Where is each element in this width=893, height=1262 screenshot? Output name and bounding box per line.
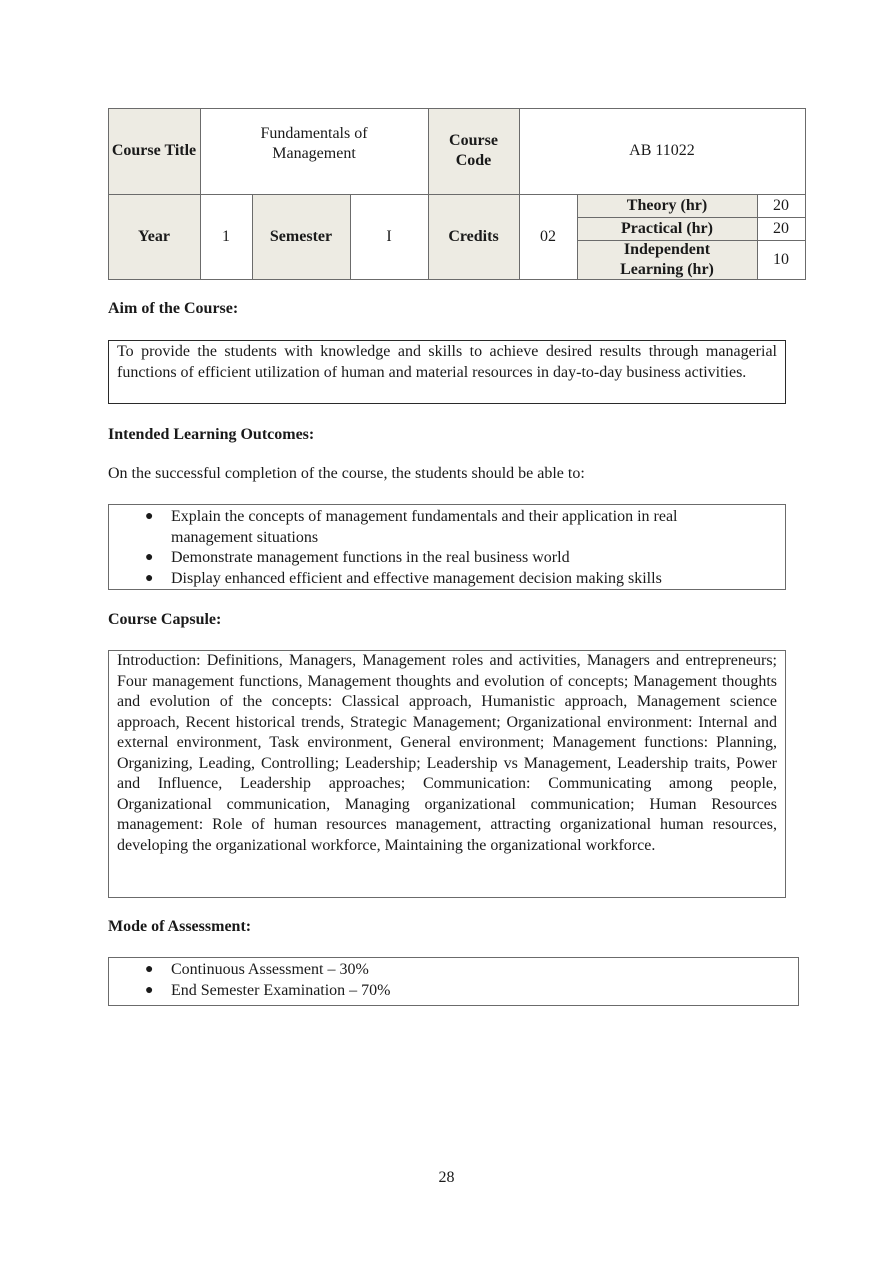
theory-hours-value: 20 <box>773 197 789 214</box>
table-border-top <box>108 108 806 109</box>
independent-hours-label-text: Independent Learning (hr) <box>620 240 714 278</box>
credits-label: Credits <box>448 227 499 245</box>
outcomes-list <box>109 507 755 589</box>
table-border-bottom <box>108 279 806 280</box>
col-divider <box>519 108 520 280</box>
col-divider <box>200 108 201 280</box>
outcomes-intro: On the successful completion of the course, the students should be able to: <box>108 465 585 482</box>
credits-value: 02 <box>540 227 556 245</box>
aim-text: To provide the students with knowledge and skills to achieve desired results through managerial functions of efficient utilization of human and material resources in day-to-day business activities. <box>117 343 777 381</box>
capsule-box <box>108 650 786 898</box>
practical-hours-label: Practical (hr) <box>621 220 713 237</box>
year-value: 1 <box>222 227 230 245</box>
bullet-icon: ● <box>145 962 154 977</box>
col-divider <box>428 108 429 280</box>
outcomes-box <box>108 504 786 590</box>
hours-divider-1 <box>577 217 806 218</box>
capsule-heading: Course Capsule: <box>108 611 222 628</box>
year-label: Year <box>138 227 170 245</box>
assessment-text: End Semester Examination – 70% <box>171 981 391 999</box>
semester-label: Semester <box>269 227 333 245</box>
course-title-value <box>200 108 428 194</box>
capsule-text: Introduction: Definitions, Managers, Management roles and activities, Managers and entrepreneurs; Four management functions, Management thoughts and evolution of concepts; Management thoughts and evolution of the concepts: Classical approach, Humanistic approach, Management science approach, Recent historical trends, Strategic Management; Organizational environment: Internal and external environment, Task environment, General environment; Management functions: Planning, Organizing, Leading, Controlling; Leadership; Leadership vs Management, Leadership traits, Power and Influence, Leadership approaches; Communication: Communicating among people, Organizational communication, Managing organizational communication; Human Resources management: Role of human resources management, attracting organizational human resources, developing the organizational workforce, Maintaining the organizational workforce. <box>117 652 777 854</box>
assessment-box <box>108 957 799 1006</box>
assessment-item <box>109 960 798 981</box>
bullet-icon: ● <box>145 550 154 565</box>
outcome-text: Explain the concepts of management fundamentals and their application in real management situations <box>171 508 678 546</box>
independent-hours-label <box>577 240 757 279</box>
course-title-label: Course Title <box>111 142 197 159</box>
hours-divider-2 <box>577 240 806 241</box>
semester-value: I <box>386 227 392 245</box>
outcome-text: Display enhanced efficient and effective management decision making skills <box>171 569 662 587</box>
bullet-icon: ● <box>145 509 154 524</box>
theory-hours-label: Theory (hr) <box>626 197 708 214</box>
col-divider <box>252 194 253 280</box>
col-divider <box>577 194 578 280</box>
outcome-item <box>109 548 755 569</box>
col-divider <box>757 194 758 280</box>
table-border-left <box>108 108 109 280</box>
outcome-item <box>109 507 755 548</box>
independent-hours-value: 10 <box>773 250 789 268</box>
table-row-divider <box>108 194 806 195</box>
aim-box <box>108 340 786 404</box>
assessment-item <box>109 981 798 1002</box>
course-code-label-text: Course Code <box>449 132 498 169</box>
assessment-text: Continuous Assessment – 30% <box>171 961 369 978</box>
table-border-right <box>805 108 806 280</box>
assessment-heading: Mode of Assessment: <box>108 918 252 935</box>
page-number: 28 <box>438 1169 455 1186</box>
outcome-item <box>109 569 755 590</box>
bullet-icon: ● <box>145 570 154 586</box>
outcome-text: Demonstrate management functions in the real business world <box>171 549 570 566</box>
course-title-text: Fundamentals of Management <box>260 125 368 162</box>
col-divider <box>350 194 351 280</box>
practical-hours-value: 20 <box>773 220 789 237</box>
bullet-icon: ● <box>145 982 154 998</box>
outcomes-heading: Intended Learning Outcomes: <box>108 426 315 443</box>
course-code-value: AB 11022 <box>629 142 695 159</box>
aim-heading: Aim of the Course: <box>108 300 239 317</box>
course-code-label <box>428 108 519 194</box>
assessment-list <box>109 960 798 1001</box>
